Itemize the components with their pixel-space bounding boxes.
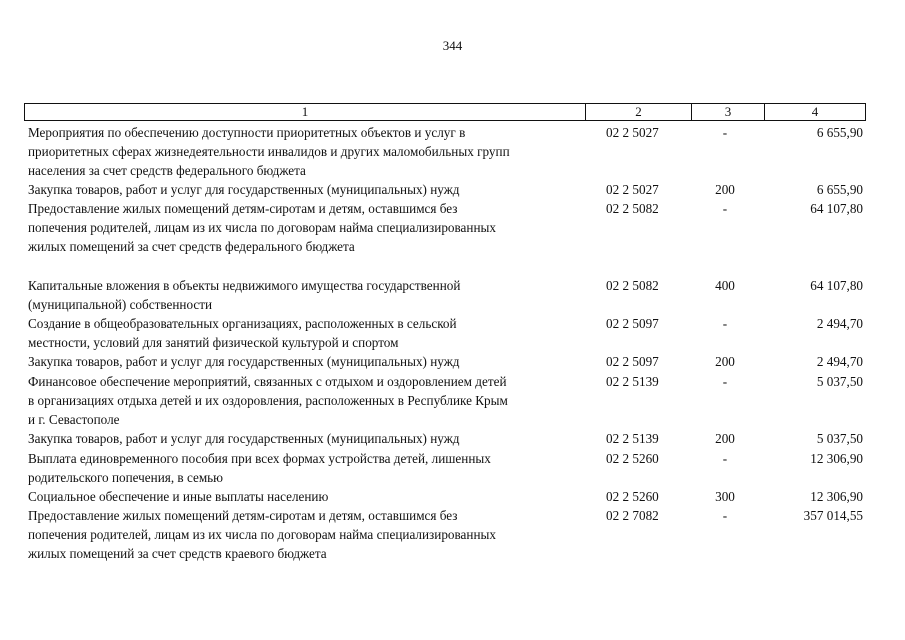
row-expense-type: -: [722, 451, 728, 466]
row-amount: 357 014,55: [803, 508, 863, 523]
row-amount: 12 306,90: [810, 489, 863, 504]
column-header-3: 3: [692, 104, 765, 120]
row-expense-type: -: [722, 316, 728, 331]
row-code: 02 2 5097: [606, 354, 659, 369]
row-expense-type: 300: [715, 489, 735, 504]
row-expense-type: -: [722, 125, 728, 140]
description-line: Выплата единовременного пособия при всех формах устройства детей, лишенных: [28, 451, 491, 466]
row-description: [28, 372, 588, 429]
description-line: местности, условий для занятий физической культурой и спортом: [28, 335, 399, 350]
column-header-4: 4: [811, 104, 819, 119]
description-line: родительского попечения, в семью: [28, 470, 224, 485]
description-line: Социальное обеспечение и иные выплаты населению: [28, 489, 329, 504]
description-line: жилых помещений за счет средств федерального бюджета: [28, 239, 355, 254]
row-code: 02 2 5027: [606, 125, 659, 140]
row-expense-type: 400: [715, 278, 735, 293]
row-code: 02 2 5097: [606, 316, 659, 331]
row-description: [28, 487, 588, 506]
row-description: [28, 429, 588, 448]
row-expense-type: 200: [715, 182, 735, 197]
row-amount: 6 655,90: [816, 125, 863, 140]
row-description: [28, 352, 588, 371]
description-line: Закупка товаров, работ и услуг для государственных (муниципальных) нужд: [28, 431, 460, 446]
row-description: [28, 199, 588, 256]
row-expense-type: 200: [715, 354, 735, 369]
row-code: 02 2 5139: [606, 431, 659, 446]
row-amount: 64 107,80: [810, 278, 863, 293]
description-line: Закупка товаров, работ и услуг для государственных (муниципальных) нужд: [28, 354, 460, 369]
row-expense-type: -: [722, 201, 728, 216]
description-line: Закупка товаров, работ и услуг для государственных (муниципальных) нужд: [28, 182, 460, 197]
row-amount: 2 494,70: [816, 316, 863, 331]
description-line: в организациях отдыха детей и их оздоровления, расположенных в Республике Крым: [28, 393, 508, 408]
row-amount: 6 655,90: [816, 182, 863, 197]
description-line: (муниципальной) собственности: [28, 297, 213, 312]
row-code: 02 2 5260: [606, 451, 659, 466]
row-expense-type: 200: [715, 431, 735, 446]
description-line: попечения родителей, лицам из их числа по договорам найма специализированных: [28, 527, 496, 542]
row-amount: 5 037,50: [816, 431, 863, 446]
row-code: 02 2 5027: [606, 182, 659, 197]
description-line: Создание в общеобразовательных организациях, расположенных в сельской: [28, 316, 457, 331]
description-line: Предоставление жилых помещений детям-сиротам и детям, оставшимся без: [28, 201, 458, 216]
description-line: попечения родителей, лицам из их числа по договорам найма специализированных: [28, 220, 496, 235]
description-line: приоритетных сферах жизнедеятельности инвалидов и других маломобильных групп: [28, 144, 510, 159]
column-header-2: 2: [586, 104, 692, 120]
description-line: Финансовое обеспечение мероприятий, связанных с отдыхом и оздоровлением детей: [28, 374, 507, 389]
row-description: [28, 314, 588, 352]
row-description: [28, 123, 588, 180]
row-code: 02 2 5260: [606, 489, 659, 504]
description-line: жилых помещений за счет средств краевого бюджета: [28, 546, 327, 561]
description-line: Мероприятия по обеспечению доступности приоритетных объектов и услуг в: [28, 125, 466, 140]
row-amount: 12 306,90: [810, 451, 863, 466]
description-line: Предоставление жилых помещений детям-сиротам и детям, оставшимся без: [28, 508, 458, 523]
row-description: [28, 276, 588, 314]
row-code: 02 2 5082: [606, 278, 659, 293]
description-line: и г. Севастополе: [28, 412, 120, 427]
row-amount: 64 107,80: [810, 201, 863, 216]
row-description: [28, 506, 588, 563]
row-description: [28, 449, 588, 487]
page-number: 344: [442, 38, 463, 53]
description-line: населения за счет средств федерального бюджета: [28, 163, 306, 178]
row-code: 02 2 7082: [606, 508, 659, 523]
row-expense-type: -: [722, 508, 728, 523]
row-amount: 5 037,50: [816, 374, 863, 389]
column-header-1: 1: [25, 104, 586, 120]
row-expense-type: -: [722, 374, 728, 389]
row-amount: 2 494,70: [816, 354, 863, 369]
row-description: [28, 180, 588, 199]
description-line: Капитальные вложения в объекты недвижимого имущества государственной: [28, 278, 461, 293]
row-code: 02 2 5139: [606, 374, 659, 389]
row-code: 02 2 5082: [606, 201, 659, 216]
